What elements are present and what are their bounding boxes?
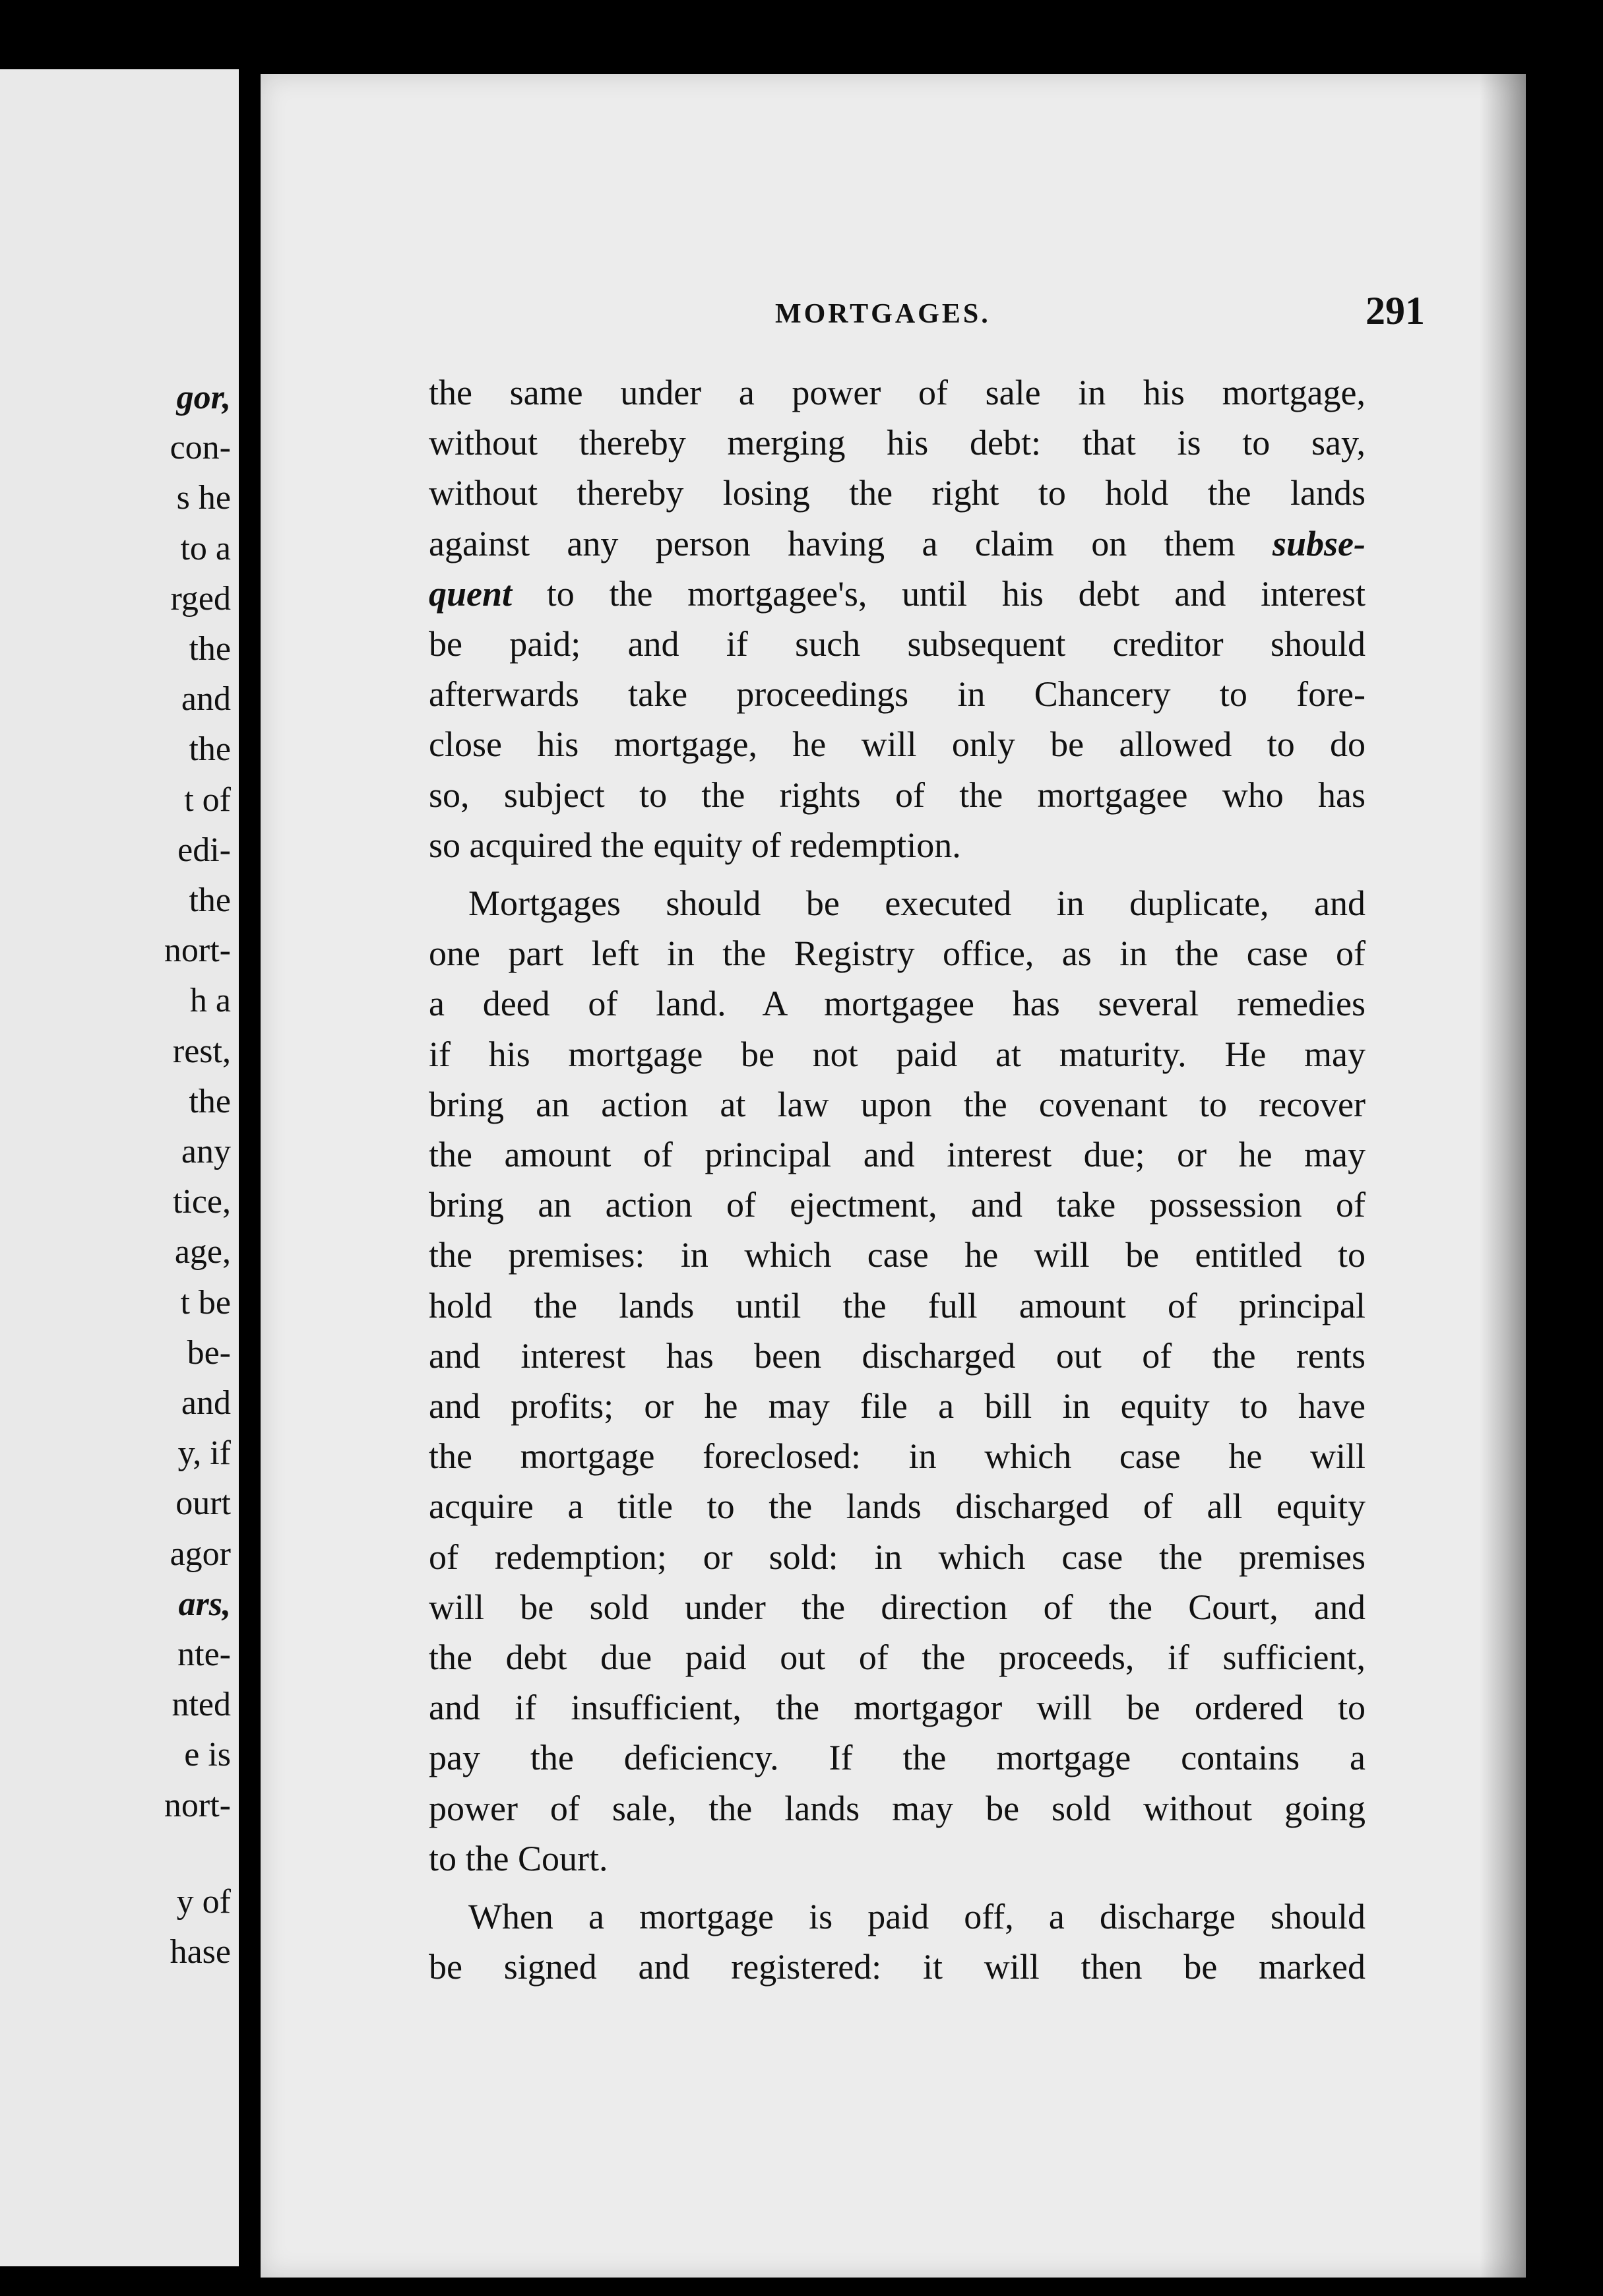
left-fragment: y, if	[177, 1434, 231, 1473]
left-fragment: e is	[184, 1736, 231, 1774]
left-fragment: rged	[170, 579, 231, 618]
left-fragment: con-	[170, 429, 231, 467]
text-line: the premises: in which case he will be entitled to	[429, 1235, 1366, 1275]
text-line: When a mortgage is paid off, a discharge should	[468, 1897, 1366, 1937]
text-line: be signed and registered: it will then be marked	[429, 1947, 1366, 1987]
text-line	[429, 519, 1366, 569]
left-fragment: nort-	[164, 932, 231, 970]
text-line: and profits; or he may file a bill in equity to have	[429, 1386, 1366, 1426]
text-line: of redemption; or sold: in which case the premises	[429, 1537, 1366, 1577]
left-fragment: y of	[176, 1882, 231, 1921]
left-fragment: nte-	[177, 1636, 231, 1674]
left-fragment: edi-	[177, 831, 231, 869]
text-line: so acquired the equity of redemption.	[429, 825, 961, 865]
left-fragment: age,	[174, 1233, 231, 1271]
italic-word: quent	[429, 573, 513, 614]
left-fragment: the	[189, 730, 231, 769]
text-line: Mortgages should be executed in duplicate, and	[468, 883, 1366, 924]
text-line: afterwards take proceedings in Chancery to fore-	[429, 674, 1366, 715]
text-line: without thereby losing the right to hold the lands	[429, 473, 1366, 513]
text-line: the same under a power of sale in his mortgage,	[429, 373, 1366, 412]
text-line: and interest has been discharged out of the rents	[429, 1335, 1366, 1376]
left-fragment: h a	[189, 982, 231, 1020]
left-fragment: gor,	[176, 379, 231, 416]
left-page	[0, 69, 239, 2266]
italic-word: subse-	[1272, 523, 1366, 563]
text-line: to the Court.	[429, 1838, 608, 1878]
text-line: acquire a title to the lands discharged of all equity	[429, 1486, 1366, 1527]
left-fragment: ars,	[178, 1585, 231, 1623]
text-line	[429, 569, 1366, 619]
text-line: close his mortgage, he will only be allowed to do	[429, 724, 1366, 765]
text-span: against any person having a claim on them	[429, 523, 1236, 563]
text-line: pay the deficiency. If the mortgage contains a	[429, 1738, 1366, 1778]
text-line: power of sale, the lands may be sold without going	[429, 1788, 1366, 1828]
text-line: bring an action of ejectment, and take possession of	[429, 1185, 1366, 1225]
left-fragment: t of	[184, 781, 231, 819]
text-line: and if insufficient, the mortgagor will be ordered to	[429, 1688, 1366, 1728]
page-edge-shadow	[1480, 74, 1526, 2278]
text-line: the mortgage foreclosed: in which case he will	[429, 1436, 1366, 1477]
left-fragment: tice,	[172, 1183, 231, 1221]
left-fragment: and	[181, 1384, 231, 1422]
left-fragment: hase	[170, 1933, 231, 1971]
text-line: hold the lands until the full amount of principal	[429, 1285, 1366, 1325]
left-fragment: the	[189, 881, 231, 920]
left-fragment: the	[189, 630, 231, 668]
left-fragment: any	[181, 1133, 231, 1171]
text-line: if his mortgage be not paid at maturity. He may	[429, 1034, 1366, 1074]
text-line: so, subject to the rights of the mortgagee who has	[429, 775, 1366, 815]
body-text	[429, 367, 1366, 1993]
text-line: will be sold under the direction of the Court, and	[429, 1587, 1366, 1627]
text-span: to the mortgagee's, until his debt and interest	[546, 573, 1366, 614]
left-fragment: nted	[172, 1686, 231, 1724]
left-fragment: and	[181, 680, 231, 718]
left-fragment: ourt	[175, 1484, 231, 1523]
text-line: one part left in the Registry office, as in the case of	[429, 934, 1366, 974]
page-number: 291	[1366, 289, 1425, 333]
left-fragment: nort-	[164, 1786, 231, 1824]
text-line: without thereby merging his debt: that is to say,	[429, 423, 1366, 463]
left-fragment: s he	[176, 479, 231, 517]
left-fragment: to a	[180, 529, 231, 567]
left-fragment: t be	[180, 1283, 231, 1322]
left-page-text-fragments	[164, 373, 231, 1977]
left-fragment: rest,	[172, 1032, 231, 1070]
left-fragment: agor	[170, 1535, 231, 1573]
left-fragment: the	[189, 1082, 231, 1120]
text-line: the amount of principal and interest due; or he may	[429, 1135, 1366, 1175]
running-head: MORTGAGES.	[775, 299, 991, 329]
text-line: bring an action at law upon the covenant to recover	[429, 1084, 1366, 1124]
text-line: a deed of land. A mortgagee has several remedies	[429, 984, 1366, 1024]
text-line: the debt due paid out of the proceeds, if sufficient,	[429, 1638, 1366, 1678]
text-line: be paid; and if such subsequent creditor should	[429, 624, 1366, 664]
right-page	[261, 74, 1526, 2278]
left-fragment: be-	[187, 1333, 231, 1372]
